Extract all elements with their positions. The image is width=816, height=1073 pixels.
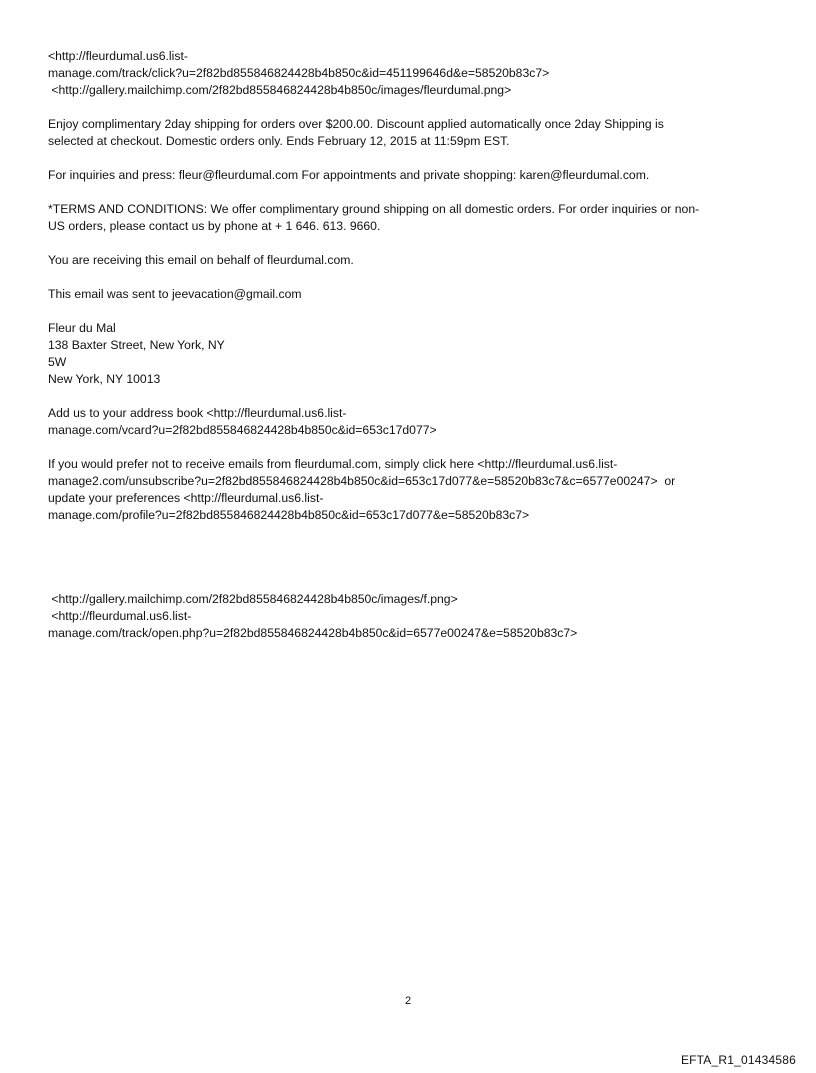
address-line: 138 Baxter Street, New York, NY — [48, 338, 225, 352]
text-line: Add us to your address book <http://fleurdumal.us6.list- — [48, 406, 347, 420]
address-line: Fleur du Mal — [48, 321, 116, 335]
shipping-offer-paragraph — [48, 116, 778, 150]
text-line: manage.com/vcard?u=2f82bd855846824428b4b850c&id=653c17d077> — [48, 423, 437, 437]
text-line: update your preferences <http://fleurdumal.us6.list- — [48, 491, 324, 505]
text-line: If you would prefer not to receive emails from fleurdumal.com, simply click here <http://fleurdumal.us6.list- — [48, 457, 618, 471]
sent-to-paragraph — [48, 286, 778, 303]
link-line: <http://fleurdumal.us6.list- — [48, 609, 192, 623]
address-book-paragraph — [48, 405, 778, 439]
bates-number: EFTA_R1_01434586 — [680, 1053, 796, 1067]
text-line: This email was sent to jeevacation@gmail.com — [48, 287, 302, 301]
link-line: <http://gallery.mailchimp.com/2f82bd855846824428b4b850c/images/f.png> — [48, 592, 458, 606]
inquiries-paragraph — [48, 167, 778, 184]
text-line: For inquiries and press: fleur@fleurdumal.com For appointments and private shopping: karen@fleurdumal.com. — [48, 168, 650, 182]
link-line: manage.com/track/click?u=2f82bd855846824428b4b850c&id=451199646d&e=58520b83c7> — [48, 66, 550, 80]
text-line: manage.com/profile?u=2f82bd855846824428b4b850c&id=653c17d077&e=58520b83c7> — [48, 508, 530, 522]
link-line: manage.com/track/open.php?u=2f82bd855846824428b4b850c&id=6577e00247&e=58520b83c7> — [48, 626, 578, 640]
mailing-address — [48, 320, 778, 388]
address-line: 5W — [48, 355, 67, 369]
text-line: *TERMS AND CONDITIONS: We offer complimentary ground shipping on all domestic orders. For order inquiries or non- — [48, 202, 700, 216]
tracking-links-bottom — [48, 591, 778, 642]
text-line: Enjoy complimentary 2day shipping for orders over $200.00. Discount applied automatically once 2day Shipping is — [48, 117, 664, 131]
terms-paragraph — [48, 201, 778, 235]
link-line: <http://fleurdumal.us6.list- — [48, 49, 188, 63]
text-line: selected at checkout. Domestic orders only. Ends February 12, 2015 at 11:59pm EST. — [48, 134, 510, 148]
address-line: New York, NY 10013 — [48, 372, 161, 386]
text-line: US orders, please contact us by phone at + 1 646. 613. 9660. — [48, 219, 381, 233]
text-line: manage2.com/unsubscribe?u=2f82bd855846824428b4b850c&id=653c17d077&e=58520b83c7&c=6577e00247> or — [48, 474, 676, 488]
page-number: 2 — [404, 995, 412, 1007]
spacer — [48, 541, 778, 591]
document-body — [48, 48, 778, 659]
text-line: You are receiving this email on behalf of fleurdumal.com. — [48, 253, 354, 267]
receiving-paragraph — [48, 252, 778, 269]
link-line: <http://gallery.mailchimp.com/2f82bd855846824428b4b850c/images/fleurdumal.png> — [48, 83, 512, 97]
unsubscribe-paragraph — [48, 456, 778, 524]
tracking-links-top — [48, 48, 778, 99]
